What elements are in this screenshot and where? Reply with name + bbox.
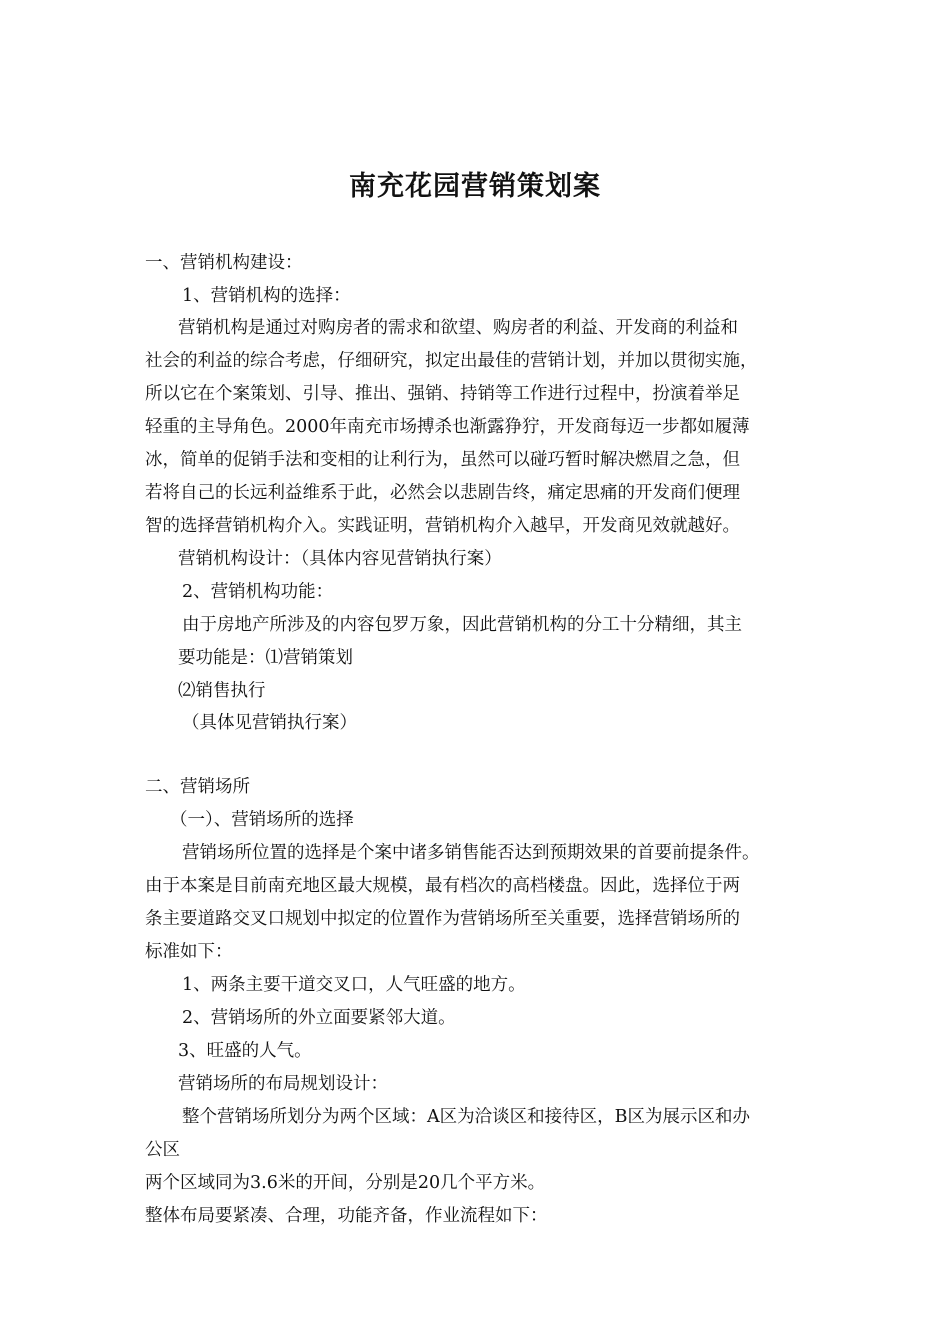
document-title: 南充花园营销策划案: [349, 171, 601, 202]
paragraph-line: 智的选择营销机构介入。实践证明，营销机构介入越早，开发商见效就越好。: [145, 516, 740, 536]
paragraph-line: 若将自己的长远利益维系于此，必然会以悲剧告终，痛定思痛的开发商们便理: [145, 483, 740, 503]
list-item: 2、营销场所的外立面要紧邻大道。: [182, 1008, 456, 1028]
list-item: 1、两条主要干道交叉口，人气旺盛的地方。: [182, 975, 526, 995]
paragraph-line: 两个区域同为3.6米的开间，分别是20几个平方米。: [145, 1173, 546, 1193]
paragraph-line: 标准如下：: [145, 942, 233, 962]
paragraph-line: 营销场所位置的选择是个案中诸多销售能否达到预期效果的首要前提条件。: [182, 843, 760, 863]
paragraph-line: 条主要道路交叉口规划中拟定的位置作为营销场所至关重要，选择营销场所的: [145, 909, 740, 929]
paragraph-line: 要功能是：⑴营销策划: [178, 648, 353, 668]
heading-section-1: 一、营销机构建设：: [145, 253, 303, 273]
paragraph-line: 社会的利益的综合考虑，仔细研究，拟定出最佳的营销计划，并加以贯彻实施，: [145, 351, 758, 371]
paragraph-line: 整个营销场所划分为两个区域：A区为洽谈区和接待区，B区为展示区和办: [182, 1107, 750, 1127]
list-item: 3、旺盛的人气。: [178, 1041, 312, 1061]
paragraph-line: 营销机构是通过对购房者的需求和欲望、购房者的利益、开发商的利益和: [178, 318, 738, 338]
subheading-3: （一）、营销场所的选择: [170, 810, 354, 830]
subheading-2: 2、营销机构功能：: [182, 582, 334, 602]
paragraph-line: （具体见营销执行案）: [182, 713, 357, 733]
paragraph-line: 营销场所的布局规划设计：: [178, 1074, 388, 1094]
subheading-1: 1、营销机构的选择：: [182, 286, 351, 306]
paragraph-line: 由于房地产所涉及的内容包罗万象，因此营销机构的分工十分精细，其主: [182, 615, 742, 635]
paragraph-line: 营销机构设计：（具体内容见营销执行案）: [178, 549, 502, 569]
paragraph-line: 所以它在个案策划、引导、推出、强销、持销等工作进行过程中，扮演着举足: [145, 384, 740, 404]
paragraph-line: 整体布局要紧凑、合理，功能齐备，作业流程如下：: [145, 1206, 548, 1226]
paragraph-line: ⑵销售执行: [178, 681, 266, 701]
paragraph-line: 冰，简单的促销手法和变相的让利行为，虽然可以碰巧暂时解决燃眉之急，但: [145, 450, 740, 470]
paragraph-line: 公区: [145, 1140, 180, 1160]
paragraph-line: 轻重的主导角色。2000年南充市场搏杀也渐露狰狞，开发商每迈一步都如履薄: [145, 417, 750, 437]
heading-section-2: 二、营销场所: [145, 777, 250, 797]
paragraph-line: 由于本案是目前南充地区最大规模，最有档次的高档楼盘。因此，选择位于两: [145, 876, 740, 896]
